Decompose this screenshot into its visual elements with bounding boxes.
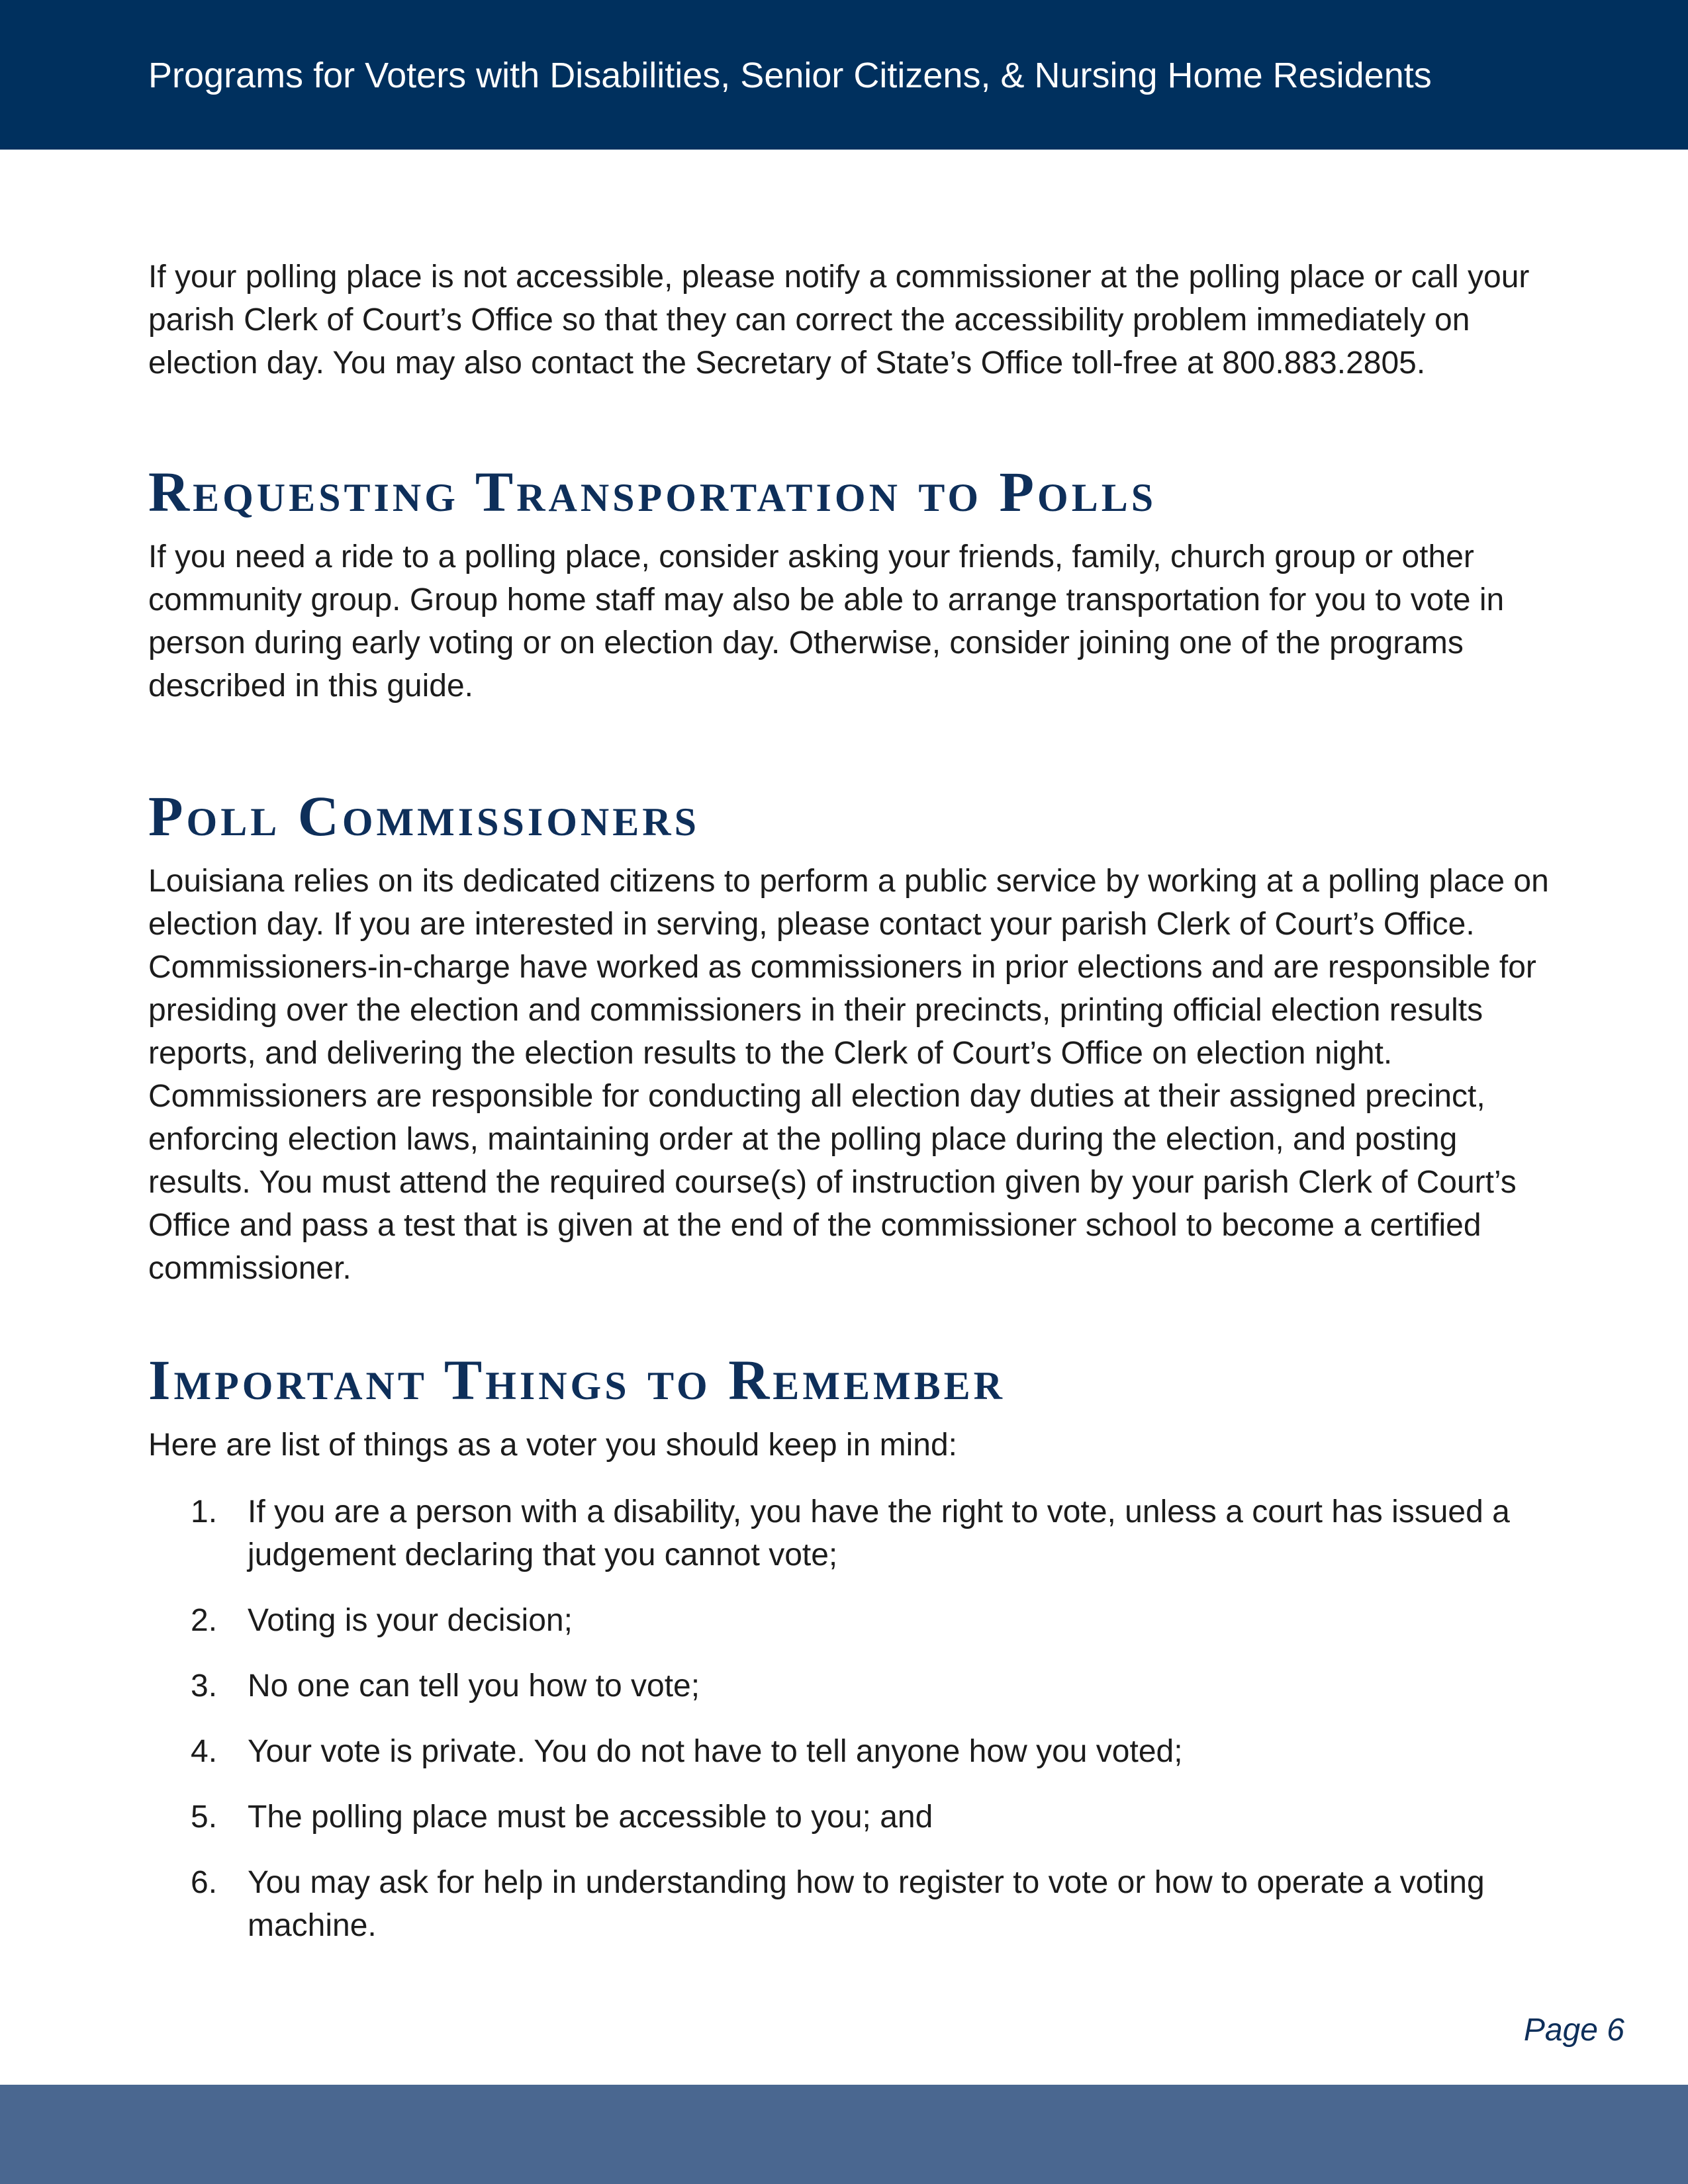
remember-list bbox=[148, 1490, 1552, 1947]
list-item-text: The polling place must be accessible to you; and bbox=[248, 1799, 933, 1835]
list-item bbox=[148, 1490, 1552, 1576]
header-title: Programs for Voters with Disabilities, Senior Citizens, & Nursing Home Residents bbox=[148, 56, 1432, 95]
list-item-text: You may ask for help in understanding how to register to vote or how to operate a voting machine. bbox=[248, 1865, 1485, 1943]
header-band bbox=[0, 0, 1688, 150]
list-item-text: No one can tell you how to vote; bbox=[248, 1668, 700, 1704]
list-item bbox=[148, 1730, 1552, 1773]
list-item-text: Voting is your decision; bbox=[248, 1603, 573, 1638]
transportation-paragraph: If you need a ride to a polling place, consider asking your friends, family, church group or other community group. Group home staff may also be able to arrange transportation for you to vote in person during early voting or on election day. Otherwise, consider joining one of the programs described in this guide. bbox=[148, 539, 1505, 704]
list-item-number: 2. bbox=[191, 1603, 218, 1638]
transportation-heading: Requesting Transportation to Polls bbox=[148, 460, 1157, 523]
commissioners-heading: Poll Commissioners bbox=[148, 784, 700, 848]
list-item-number: 4. bbox=[191, 1734, 218, 1769]
remember-heading: Important Things to Remember bbox=[148, 1348, 1006, 1412]
list-item bbox=[148, 1861, 1552, 1947]
list-item-text: If you are a person with a disability, you have the right to vote, unless a court has issued a judgement declaring that you cannot vote; bbox=[248, 1494, 1510, 1572]
list-item-number: 3. bbox=[191, 1668, 218, 1704]
list-item bbox=[148, 1599, 1552, 1642]
list-item-number: 5. bbox=[191, 1799, 218, 1835]
list-item-text: Your vote is private. You do not have to tell anyone how you voted; bbox=[248, 1734, 1183, 1769]
list-item-number: 1. bbox=[191, 1494, 218, 1529]
page-content bbox=[148, 255, 1552, 1947]
footer-band bbox=[0, 2085, 1688, 2184]
list-item-number: 6. bbox=[191, 1865, 218, 1900]
remember-intro: Here are list of things as a voter you should keep in mind: bbox=[148, 1428, 957, 1463]
page-number: Page 6 bbox=[1523, 2013, 1624, 2048]
commissioners-paragraph: Louisiana relies on its dedicated citizens to perform a public service by working at a polling place on election day. If you are interested in serving, please contact your parish Clerk of Court’s Office. Commissioners-in-charge have worked as commissioners in prior elections and are responsible for presiding over the election and commissioners in their precincts, printing official election results reports, and delivering the election results to the Clerk of Court’s Office on election night. Commissioners are responsible for conducting all election day duties at their assigned precinct, enforcing election laws, maintaining order at the polling place during the election, and posting results. You must attend the required course(s) of instruction given by your parish Clerk of Court’s Office and pass a test that is given at the end of the commissioner school to become a certified commissioner. bbox=[148, 864, 1549, 1286]
intro-paragraph: If your polling place is not accessible, please notify a commissioner at the polling place or call your parish Clerk of Court’s Office so that they can correct the accessibility problem immediately on election day. You may also contact the Secretary of State’s Office toll-free at 800.883.2805. bbox=[148, 259, 1530, 381]
list-item bbox=[148, 1664, 1552, 1707]
list-item bbox=[148, 1796, 1552, 1839]
